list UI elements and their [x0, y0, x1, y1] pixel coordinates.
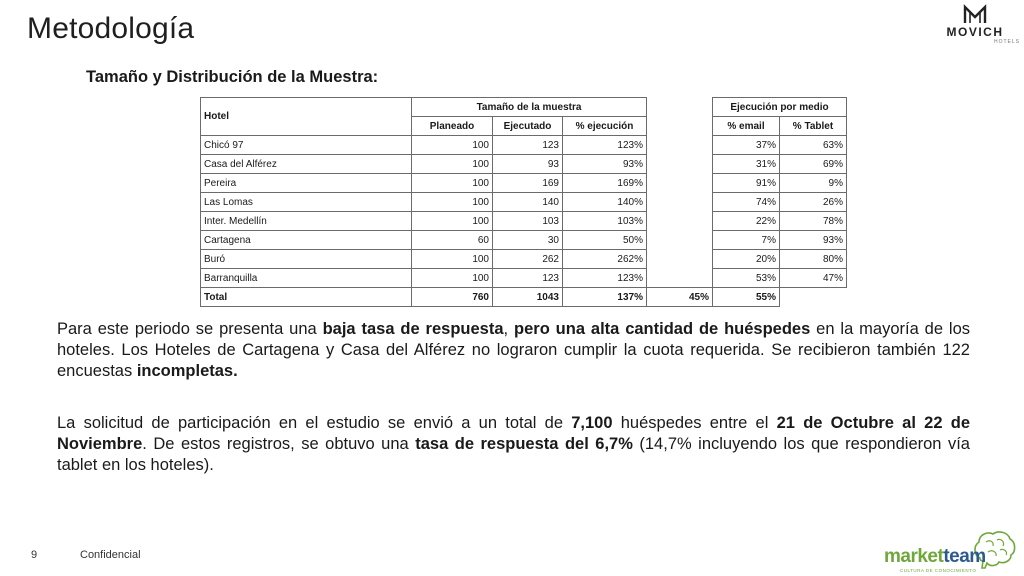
paragraph-response-rate	[57, 319, 970, 382]
cell-hotel: Inter. Medellín	[201, 212, 412, 231]
cell-exec-pct: 93%	[563, 155, 647, 174]
cell-total-executed: 1043	[493, 288, 563, 307]
cell-email: 7%	[713, 231, 780, 250]
cell-executed: 123	[493, 136, 563, 155]
cell-hotel: Las Lomas	[201, 193, 412, 212]
header-exec-pct: % ejecución	[563, 117, 647, 136]
movich-m-icon	[963, 4, 987, 24]
section-subtitle: Tamaño y Distribución de la Muestra:	[86, 68, 379, 86]
movich-logo-sub: HOTELS	[993, 39, 1020, 45]
cell-tablet: 26%	[780, 193, 847, 212]
table-row	[201, 174, 847, 193]
cell-exec-pct: 262%	[563, 250, 647, 269]
cell-executed: 103	[493, 212, 563, 231]
cell-hotel: Casa del Alférez	[201, 155, 412, 174]
text-run: huéspedes entre el	[612, 414, 777, 432]
table-row	[201, 193, 847, 212]
marketteam-market: market	[884, 546, 944, 567]
marketteam-team: team	[943, 546, 986, 567]
text-run: en la mayoría de los hoteles. Los Hoteles de Cartagena y Casa del Alférez no lograron cumplir la cuota requerida. Se recibieron también 122 encuestas	[57, 320, 970, 380]
table-row	[201, 269, 847, 288]
text-run: ,	[503, 320, 515, 338]
cell-hotel: Chicó 97	[201, 136, 412, 155]
cell-total-exec-pct: 137%	[563, 288, 647, 307]
cell-tablet: 93%	[780, 231, 847, 250]
cell-executed: 30	[493, 231, 563, 250]
header-tablet: % Tablet	[780, 117, 847, 136]
bold-run: 7,100	[571, 414, 613, 432]
table-row	[201, 231, 847, 250]
table-header-row-1	[201, 98, 847, 117]
table-row	[201, 155, 847, 174]
cell-planned: 100	[412, 136, 493, 155]
cell-hotel: Pereira	[201, 174, 412, 193]
header-hotel: Hotel	[201, 98, 412, 136]
text-run: La solicitud de participación en el estudio se envió a un total de	[57, 414, 572, 432]
cell-planned: 100	[412, 174, 493, 193]
bold-run: baja tasa de respuesta	[322, 320, 504, 338]
movich-logo-text: MOVICH	[946, 25, 1004, 39]
cell-exec-pct: 140%	[563, 193, 647, 212]
cell-email: 74%	[713, 193, 780, 212]
cell-executed: 123	[493, 269, 563, 288]
cell-executed: 93	[493, 155, 563, 174]
table-total-row	[201, 288, 847, 307]
cell-tablet: 78%	[780, 212, 847, 231]
cell-email: 31%	[713, 155, 780, 174]
cell-exec-pct: 123%	[563, 269, 647, 288]
cell-tablet: 47%	[780, 269, 847, 288]
cell-executed: 140	[493, 193, 563, 212]
cell-email: 20%	[713, 250, 780, 269]
cell-total-planned: 760	[412, 288, 493, 307]
header-email: % email	[713, 117, 780, 136]
cell-planned: 100	[412, 269, 493, 288]
marketteam-wordmark	[884, 546, 986, 568]
cell-hotel: Cartagena	[201, 231, 412, 250]
header-planned: Planeado	[412, 117, 493, 136]
cell-total-tablet: 55%	[713, 288, 780, 307]
cell-total-email: 45%	[647, 288, 713, 307]
movich-logo	[940, 4, 1020, 48]
text-run: (14,7% incluyendo los que respondieron vía tablet en los hoteles).	[57, 435, 970, 474]
text-run: Para este periodo se presenta una	[57, 320, 323, 338]
cell-exec-pct: 169%	[563, 174, 647, 193]
table-row	[201, 212, 847, 231]
column-gap	[647, 98, 713, 288]
cell-planned: 60	[412, 231, 493, 250]
cell-email: 37%	[713, 136, 780, 155]
cell-tablet: 80%	[780, 250, 847, 269]
cell-planned: 100	[412, 155, 493, 174]
sample-table	[200, 97, 847, 307]
cell-email: 91%	[713, 174, 780, 193]
cell-executed: 262	[493, 250, 563, 269]
marketteam-tagline: CULTURA DE CONOCIMIENTO	[900, 568, 977, 573]
table-row	[201, 136, 847, 155]
footer-confidential: Confidencial	[80, 549, 141, 561]
page-number: 9	[31, 549, 38, 561]
marketteam-logo	[884, 528, 1020, 576]
cell-exec-pct: 50%	[563, 231, 647, 250]
cell-exec-pct: 103%	[563, 212, 647, 231]
paragraph-study-invitation	[57, 413, 970, 476]
cell-email: 22%	[713, 212, 780, 231]
header-group-sample: Tamaño de la muestra	[412, 98, 647, 117]
slide-title: Metodología	[27, 12, 195, 45]
header-group-channel: Ejecución por medio	[713, 98, 847, 117]
cell-exec-pct: 123%	[563, 136, 647, 155]
cell-planned: 100	[412, 250, 493, 269]
cell-executed: 169	[493, 174, 563, 193]
bold-run: tasa de respuesta del 6,7%	[415, 435, 633, 453]
cell-total-label: Total	[201, 288, 412, 307]
bold-run: 21 de Octubre al 22 de Noviembre	[57, 414, 970, 453]
bold-run: incompletas.	[136, 362, 238, 380]
table-row	[201, 250, 847, 269]
cell-planned: 100	[412, 193, 493, 212]
cell-email: 53%	[713, 269, 780, 288]
cell-planned: 100	[412, 212, 493, 231]
cell-tablet: 63%	[780, 136, 847, 155]
bold-run: pero una alta cantidad de huéspedes	[514, 320, 811, 338]
text-run: . De estos registros, se obtuvo una	[142, 435, 416, 453]
header-executed: Ejecutado	[493, 117, 563, 136]
cell-hotel: Buró	[201, 250, 412, 269]
cell-tablet: 69%	[780, 155, 847, 174]
cell-tablet: 9%	[780, 174, 847, 193]
cell-hotel: Barranquilla	[201, 269, 412, 288]
